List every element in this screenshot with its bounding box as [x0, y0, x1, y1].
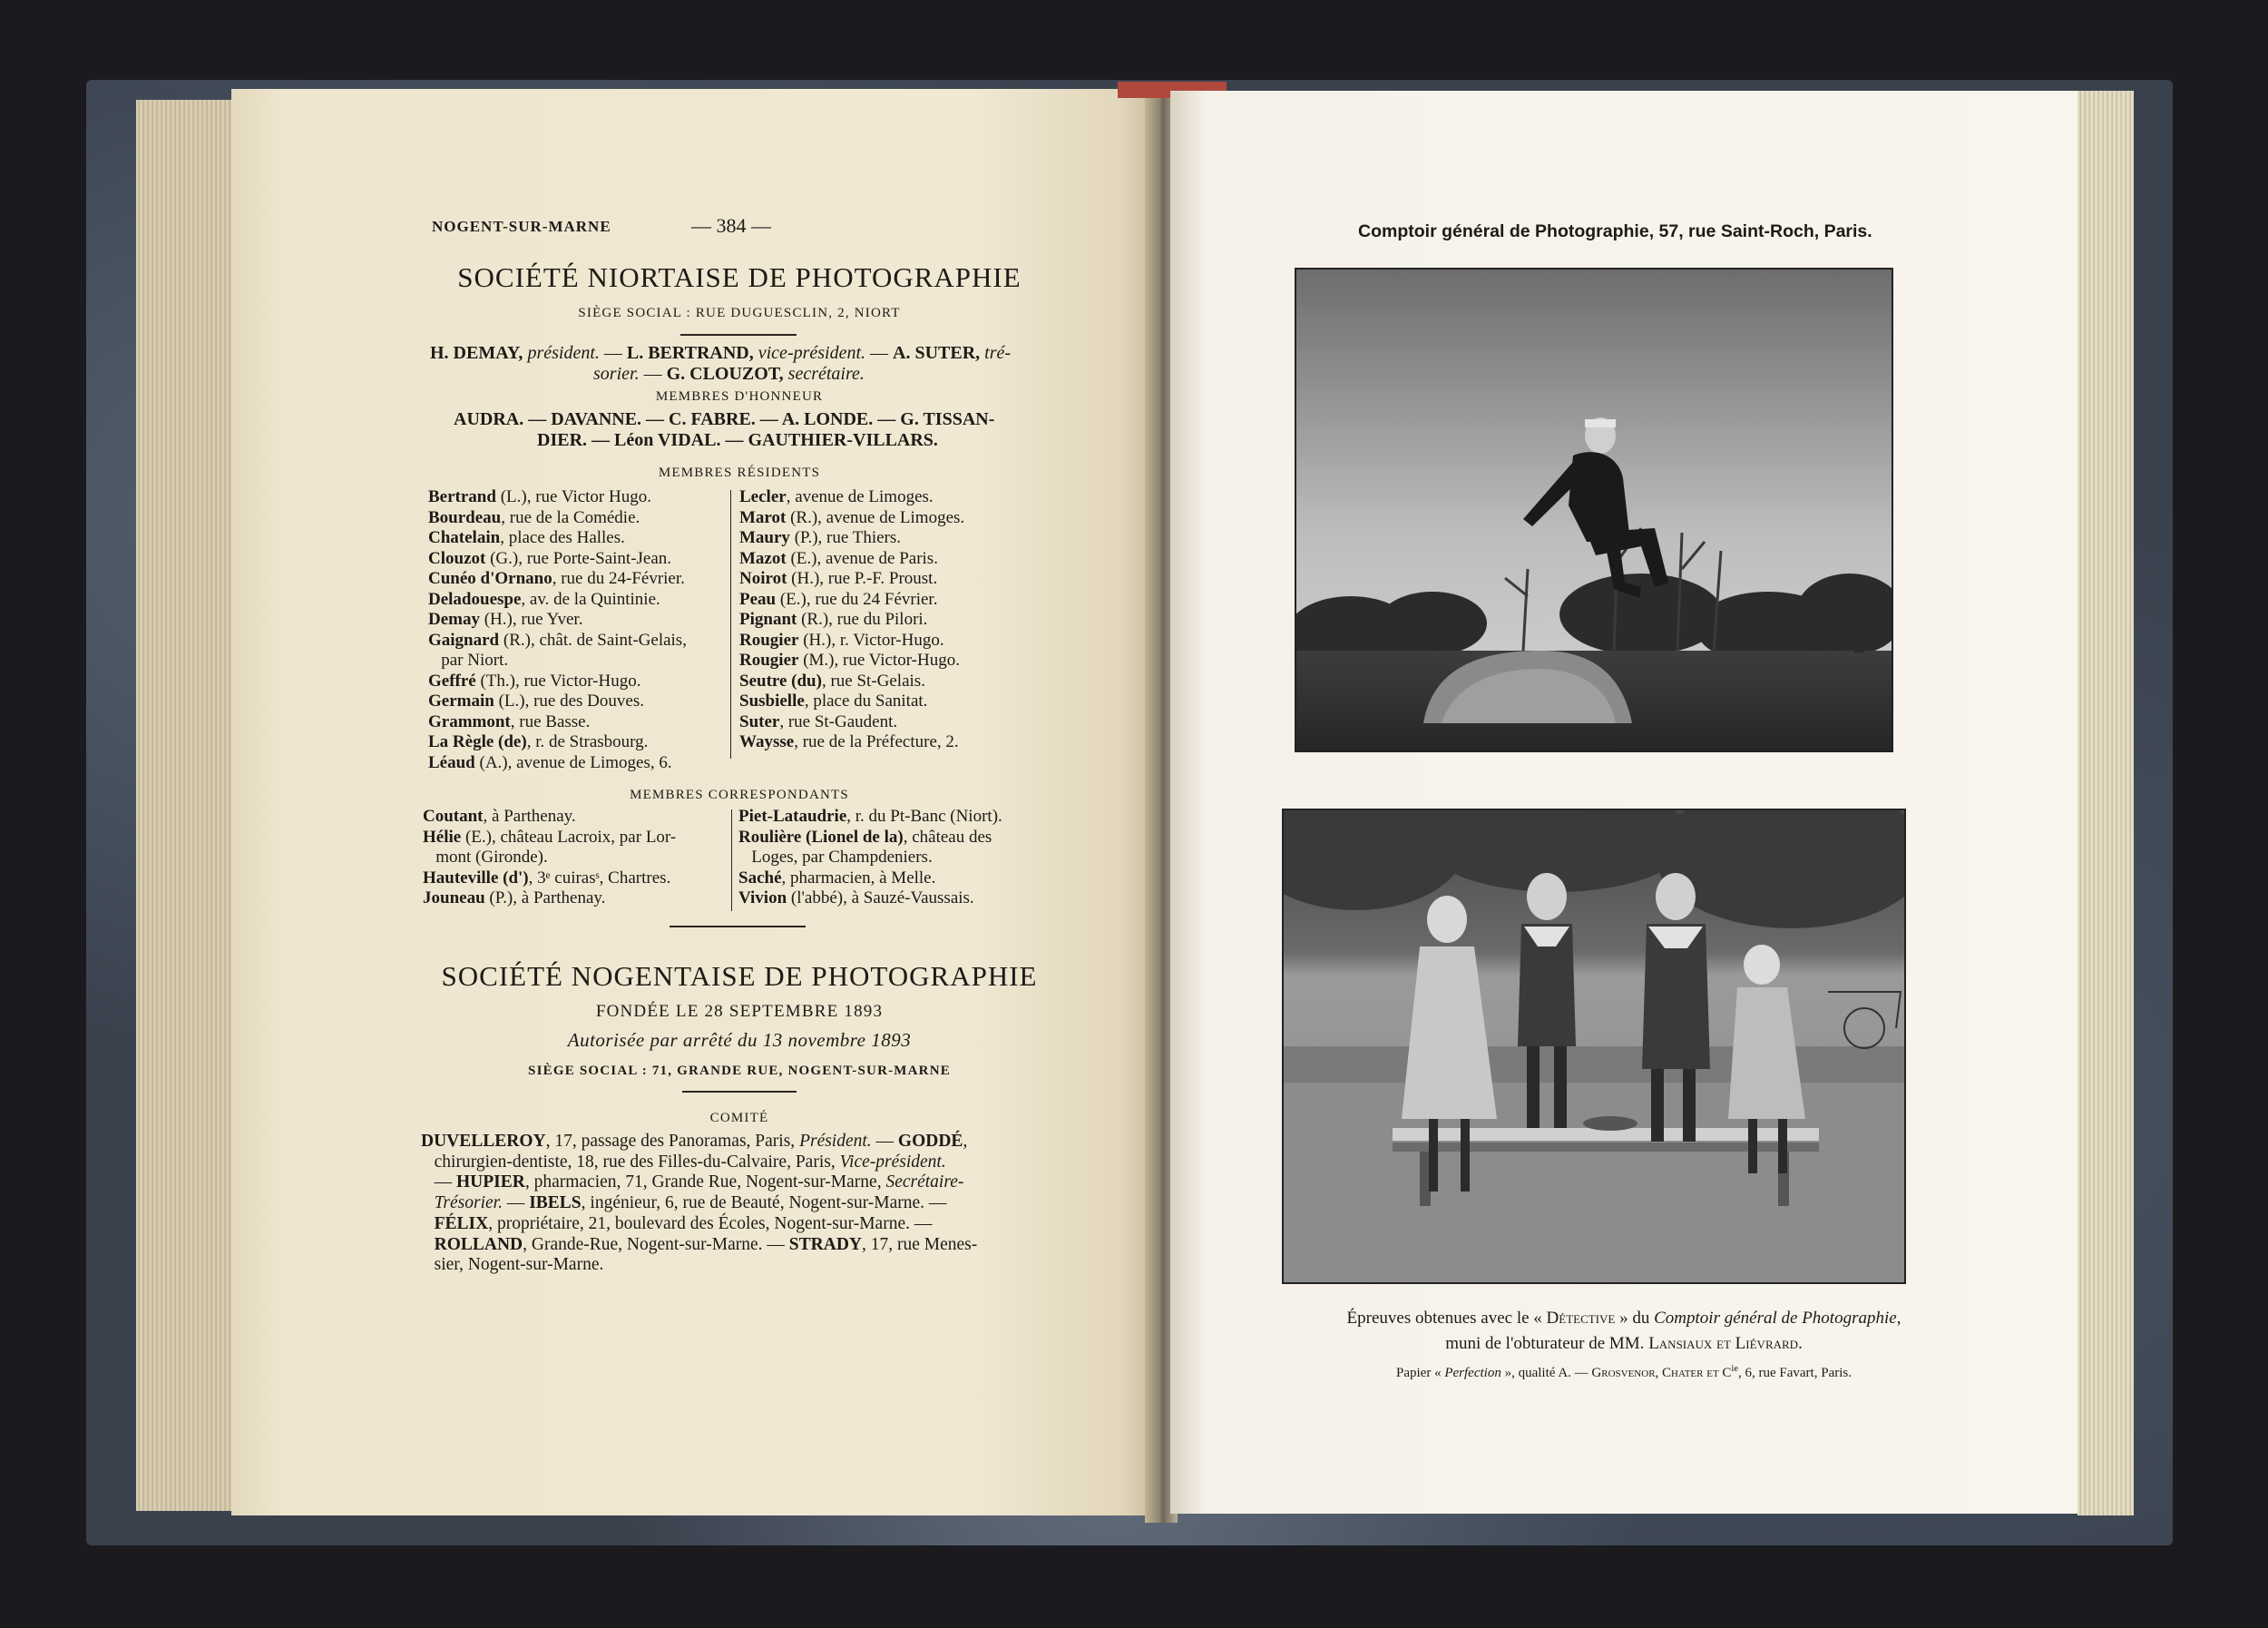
member-details: , pharmacien, à Melle. [781, 868, 936, 888]
member-entry [428, 569, 687, 590]
text-run: secrétaire. [787, 363, 865, 384]
member-details: (M.), rue Victor-Hugo. [798, 651, 960, 670]
member-details: , av. de la Quintinie. [521, 589, 660, 609]
text-run: , 6, rue Favart, Paris. [1738, 1366, 1852, 1380]
photo-children-jumping-image [1284, 810, 1904, 1282]
comite-line [421, 1152, 1056, 1173]
text-run: Papier « [1396, 1366, 1445, 1380]
text-run: Perfection [1444, 1366, 1501, 1380]
text-run [421, 1214, 435, 1233]
society1-officers [430, 343, 1047, 384]
member-entry [739, 508, 964, 529]
caption-line-1 [1216, 1309, 2032, 1329]
text-run: , 17, passage des Panoramas, Paris, [545, 1132, 800, 1151]
member-name: Mazot [739, 548, 787, 568]
member-name: Bertrand [428, 487, 496, 506]
member-name: Clouzot [428, 548, 486, 568]
member-name: La Règle (de) [428, 732, 527, 751]
comite-line [421, 1193, 1056, 1214]
text-run: STRADY [788, 1234, 862, 1254]
member-entry [423, 828, 676, 848]
member-details: (l'abbé), à Sauzé-Vaussais. [787, 888, 974, 907]
text-run: ROLLAND [434, 1234, 523, 1254]
member-name: Grammont [428, 711, 511, 731]
member-entry [428, 712, 687, 733]
text-run: HUPIER [456, 1172, 525, 1192]
honneur-line: AUDRA. — DAVANNE. — C. FABRE. — A. LONDE. — G. TISSAN- [454, 409, 995, 429]
text-run [421, 1193, 435, 1212]
text-run: vice-président. [758, 343, 866, 363]
member-name: Bourdeau [428, 507, 502, 527]
member-details: (R.), avenue de Limoges. [786, 507, 965, 527]
comite-heading: COMITÉ [709, 1111, 769, 1125]
text-run: A. SUTER, [893, 343, 985, 363]
member-details: (E.), château Lacroix, par Lor- [461, 827, 677, 847]
member-details: , place du Sanitat. [804, 691, 928, 711]
text-run: — [865, 343, 894, 363]
member-name: Waysse [739, 732, 795, 751]
society2-siege: SIÈGE SOCIAL : 71, GRANDE RUE, NOGENT-SUR-MARNE [528, 1064, 951, 1078]
member-name: Coutant [423, 807, 484, 826]
correspondants-right-column [738, 807, 1002, 909]
correspondants-left-column [423, 807, 676, 909]
society2-founded: FONDÉE LE 28 SEPTEMBRE 1893 [595, 1002, 884, 1021]
member-entry [739, 528, 964, 549]
member-entry [428, 651, 687, 672]
society1-title: SOCIÉTÉ NIORTAISE DE PHOTOGRAPHIE [457, 261, 1022, 293]
comite-line [421, 1235, 1056, 1256]
member-entry [423, 848, 676, 868]
residents-right-column [739, 487, 964, 753]
member-entry [738, 888, 1002, 909]
member-entry [739, 631, 964, 652]
photo-man-jumping [1295, 268, 1893, 752]
text-run: , propriétaire, 21, boulevard des Écoles, Nogent-sur-Marne. — [488, 1213, 933, 1233]
member-name: Germain [428, 691, 494, 711]
photo-children-jumping [1282, 809, 1906, 1284]
text-run: ie [1731, 1364, 1738, 1374]
member-details: , rue Basse. [510, 711, 591, 731]
text-run: sier, Nogent-sur-Marne. [421, 1255, 604, 1275]
text-run: , 17, rue Menes- [861, 1234, 978, 1254]
text-run: . [1798, 1334, 1803, 1353]
member-name: Lecler [739, 487, 787, 506]
member-details: (R.), chât. de Saint-Gelais, [499, 630, 687, 650]
member-details: , rue de la Comédie. [501, 507, 640, 527]
text-run: chirurgien-dentiste, 18, rue des Filles-du-Calvaire, Paris, [421, 1152, 840, 1172]
member-details: par Niort. [428, 651, 509, 670]
member-name: Jouneau [423, 888, 485, 907]
text-run: Détective [1546, 1309, 1616, 1328]
comite-line [421, 1214, 1056, 1235]
honneur-line: DIER. — Léon VIDAL. — GAUTHIER-VILLARS. [537, 429, 938, 450]
member-entry [428, 508, 687, 529]
member-entry [738, 848, 1002, 868]
member-details: , r. de Strasbourg. [526, 732, 649, 751]
member-name: Marot [739, 507, 787, 527]
member-entry [423, 888, 676, 909]
member-name: Deladouespe [428, 589, 522, 609]
member-name: Cunéo d'Ornano [428, 569, 552, 588]
text-run: — [639, 363, 667, 384]
member-entry [739, 691, 964, 712]
divider [682, 1091, 797, 1093]
text-run: Vice-président. [839, 1152, 946, 1172]
caption-line-2 [1216, 1334, 2032, 1354]
text-run: FÉLIX [434, 1213, 489, 1233]
member-name: Demay [428, 610, 480, 629]
text-run: Lansiaux et Liévrard [1648, 1334, 1799, 1353]
text-run: muni de l'obturateur de MM. [1445, 1334, 1649, 1353]
society2-authorized: Autorisée par arrêté du 13 novembre 1893 [567, 1029, 912, 1051]
member-entry [428, 610, 687, 631]
text-run: Trésorier. [434, 1193, 503, 1213]
member-details: (H.), rue Yver. [479, 610, 583, 629]
member-details: , r. du Pt-Banc (Niort). [846, 807, 1002, 826]
member-name: Vivion [738, 888, 787, 907]
text-run: Secrétaire- [885, 1172, 964, 1192]
member-name: Hélie [423, 827, 462, 847]
member-entry [428, 590, 687, 611]
member-name: Piet-Lataudrie [738, 807, 847, 826]
text-run: », qualité A. — [1501, 1366, 1592, 1380]
honneur-members [454, 409, 1034, 450]
member-details: (E.), avenue de Paris. [786, 548, 938, 568]
member-entry [739, 712, 964, 733]
member-details: Loges, par Champdeniers. [738, 848, 933, 867]
text-run: Président. [799, 1132, 872, 1151]
page-number: — 384 — [691, 214, 771, 237]
member-entry [428, 753, 687, 774]
member-details: (P.), à Parthenay. [484, 888, 606, 907]
text-run: — [871, 1132, 898, 1151]
member-entry [423, 807, 676, 828]
caption-line-3 [1216, 1364, 2032, 1381]
member-name: Susbielle [739, 691, 805, 711]
text-run: sorier. [593, 363, 640, 384]
member-name: Rougier [739, 651, 799, 670]
text-run: , Grande-Rue, Nogent-sur-Marne. — [523, 1234, 789, 1254]
member-details: (R.), rue du Pilori. [797, 610, 928, 629]
divider [670, 926, 806, 927]
member-entry [739, 610, 964, 631]
member-entry [423, 868, 676, 889]
member-entry [738, 807, 1002, 828]
column-divider [730, 490, 731, 759]
text-run: , ingénieur, 6, rue de Beauté, Nogent-sur-Marne. — [581, 1193, 947, 1213]
member-name: Gaignard [428, 630, 500, 650]
running-head: NOGENT-SUR-MARNE [432, 218, 611, 235]
text-run: IBELS [529, 1193, 582, 1213]
member-details: , 3ᵉ cuirasˢ, Chartres. [528, 868, 671, 888]
member-details: , à Parthenay. [483, 807, 576, 826]
member-name: Noirot [739, 569, 787, 588]
member-details: (L.), rue des Douves. [494, 691, 644, 711]
member-entry [738, 868, 1002, 889]
member-name: Seutre (du) [739, 671, 822, 691]
comite-line [421, 1255, 1056, 1276]
correspondants-heading: MEMBRES CORRESPONDANTS [630, 788, 849, 802]
member-entry [739, 487, 964, 508]
member-name: Hauteville (d') [423, 868, 529, 888]
member-details: (G.), rue Porte-Saint-Jean. [485, 548, 672, 568]
member-details: (L.), rue Victor Hugo. [495, 487, 651, 506]
page-edges-right [2077, 91, 2134, 1515]
member-details: , rue St-Gaudent. [779, 711, 898, 731]
member-details: (Th.), rue Victor-Hugo. [475, 671, 641, 691]
text-run: — [599, 343, 627, 363]
member-entry [428, 549, 687, 570]
member-details: (H.), r. Victor-Hugo. [798, 630, 944, 650]
member-entry [739, 732, 964, 753]
member-entry [739, 569, 964, 590]
member-entry [739, 672, 964, 692]
member-name: Saché [738, 868, 782, 888]
residents-left-column [428, 487, 687, 773]
text-run: — [421, 1172, 456, 1192]
column-divider [731, 809, 732, 911]
divider [680, 334, 797, 336]
member-entry [428, 528, 687, 549]
member-name: Rougier [739, 630, 799, 650]
member-name: Chatelain [428, 528, 501, 547]
member-entry [739, 549, 964, 570]
member-details: , place des Halles. [500, 528, 625, 547]
text-run: tré- [984, 343, 1012, 363]
text-run: L. BERTRAND, [626, 343, 758, 363]
comite-members [421, 1132, 1056, 1276]
member-entry [428, 691, 687, 712]
text-run: — [502, 1193, 530, 1213]
member-name: Peau [739, 589, 777, 609]
residents-heading: MEMBRES RÉSIDENTS [658, 466, 821, 480]
right-page-header: Comptoir général de Photographie, 57, rue Saint-Roch, Paris. [1358, 221, 1872, 241]
member-entry [428, 672, 687, 692]
member-details: , rue de la Préfecture, 2. [794, 732, 959, 751]
member-entry [428, 732, 687, 753]
member-details: (A.), avenue de Limoges, 6. [474, 752, 672, 772]
society1-siege: SIÈGE SOCIAL : RUE DUGUESCLIN, 2, NIORT [578, 306, 901, 320]
comite-line [421, 1132, 1056, 1152]
text-run: H. DEMAY, [430, 343, 528, 363]
member-details: , avenue de Limoges. [786, 487, 934, 506]
member-entry [739, 651, 964, 672]
member-details: mont (Gironde). [423, 848, 548, 867]
text-run: Épreuves obtenues avec le « [1346, 1309, 1547, 1328]
member-name: Suter [739, 711, 780, 731]
member-details: , rue du 24-Février. [552, 569, 685, 588]
text-run: , [1896, 1309, 1901, 1328]
member-entry [739, 590, 964, 611]
text-run: GODDÉ [897, 1132, 963, 1151]
text-run: , pharmacien, 71, Grande Rue, Nogent-sur-Marne, [524, 1172, 886, 1192]
member-entry [428, 487, 687, 508]
photo-man-jumping-image [1296, 270, 1892, 750]
text-run: Comptoir général de Photographie [1654, 1309, 1897, 1328]
member-name: Maury [739, 528, 790, 547]
member-details: (H.), rue P.-F. Proust. [787, 569, 938, 588]
member-details: (E.), rue du 24 Février. [776, 589, 938, 609]
text-run: DUVELLEROY [421, 1132, 546, 1151]
text-run: G. CLOUZOT, [666, 363, 788, 384]
member-name: Pignant [739, 610, 797, 629]
text-run: président. [527, 343, 600, 363]
comite-line [421, 1172, 1056, 1193]
society2-title: SOCIÉTÉ NOGENTAISE DE PHOTOGRAPHIE [441, 960, 1038, 992]
text-run: » du [1615, 1309, 1655, 1328]
member-name: Roulière (Lionel de la) [738, 827, 904, 847]
page-edges-left [136, 100, 234, 1511]
text-run [421, 1235, 435, 1254]
member-entry [428, 631, 687, 652]
member-details: , château des [903, 827, 992, 847]
honneur-heading: MEMBRES D'HONNEUR [655, 389, 824, 404]
member-details: (P.), rue Thiers. [789, 528, 902, 547]
text-run: Grosvenor, Chater et C [1591, 1366, 1732, 1380]
member-name: Léaud [428, 752, 475, 772]
member-name: Geffré [428, 671, 476, 691]
member-entry [738, 828, 1002, 848]
member-details: , rue St-Gelais. [821, 671, 925, 691]
text-run: , [963, 1132, 968, 1151]
